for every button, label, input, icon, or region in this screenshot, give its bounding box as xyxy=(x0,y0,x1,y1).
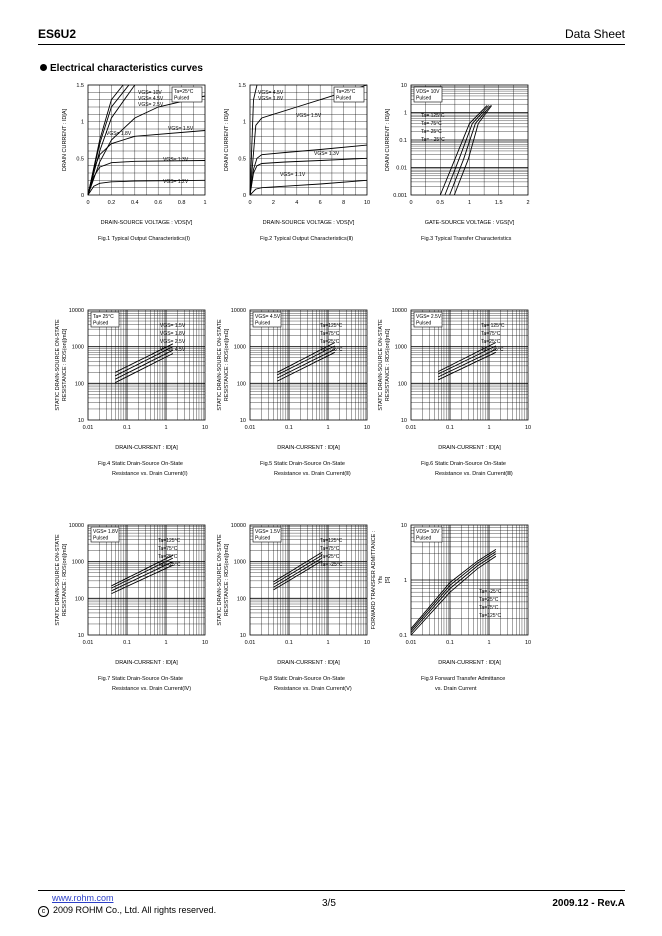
conditions-text: Pulsed xyxy=(255,535,271,542)
series-label-4: Ta= -25°C xyxy=(320,347,343,353)
y-tick-label: 0 xyxy=(242,193,246,199)
figure-caption: Resistance vs. Drain Current(Ⅲ) xyxy=(435,471,513,477)
x-tick-label: 0.1 xyxy=(285,425,293,431)
copyright xyxy=(38,905,216,917)
series-label-1: Ta= 125°C xyxy=(481,323,505,329)
y-axis-title: STATIC DRAIN-SOURCE ON-STATE xyxy=(55,534,61,626)
y-tick-label: 100 xyxy=(74,381,84,388)
figure-caption: vs. Drain Current xyxy=(435,686,477,692)
y-tick-label: 10000 xyxy=(230,308,246,314)
figure-caption: Fig.5 Static Drain-Source On-State xyxy=(260,461,345,467)
series-label-3: VGS= 1.5V xyxy=(296,113,322,119)
x-tick-label: 0.01 xyxy=(405,640,417,646)
series-label-2: Ta=75°C xyxy=(481,331,501,337)
series-label-2: Ta=75°C xyxy=(158,546,178,552)
x-axis-title: DRAIN-CURRENT : ID[A] xyxy=(277,660,340,666)
y-tick-label: 1000 xyxy=(233,344,246,351)
y-tick-label: 10 xyxy=(400,418,407,424)
x-tick-label: 1.5 xyxy=(494,200,503,206)
y-tick-label: 10 xyxy=(239,418,246,424)
figure-4 xyxy=(55,308,208,477)
y-axis-title: STATIC DRAIN-SOURCE ON-STATE xyxy=(217,319,223,411)
x-tick-label: 0.01 xyxy=(405,425,417,431)
conditions-text: VDS= 10V xyxy=(416,529,440,535)
figure-caption: Fig.1 Typical Output Characteristics(Ⅰ) xyxy=(98,236,190,242)
series-label-5: VGS= 1.1V xyxy=(280,172,306,178)
x-tick-label: 0 xyxy=(248,200,252,206)
x-tick-label: 2 xyxy=(271,200,275,206)
conditions-text: VDS= 10V xyxy=(416,89,440,95)
y-tick-label: 10000 xyxy=(230,523,246,529)
series-curve-1 xyxy=(274,552,323,582)
series-label-1: VGS= 10V xyxy=(138,90,162,96)
figure-7 xyxy=(55,523,208,692)
document-type: Data Sheet xyxy=(564,27,625,41)
x-tick-label: 0 xyxy=(86,200,90,206)
series-label-4: Ta=125°C xyxy=(479,613,502,619)
figure-9 xyxy=(371,523,531,692)
x-tick-label: 10 xyxy=(201,640,209,646)
y-tick-label: 10 xyxy=(239,633,246,639)
series-label-2: Ta=25°C xyxy=(479,597,499,603)
x-tick-label: 1 xyxy=(487,425,491,431)
page-number: 3/5 xyxy=(322,898,336,909)
series-label-3: Ta= 25°C xyxy=(421,129,442,135)
y-tick-label: 0.01 xyxy=(396,165,407,172)
series-label-2: Ta=75°C xyxy=(320,331,340,337)
figure-caption: Resistance vs. Drain Current(Ⅱ) xyxy=(274,471,351,477)
series-curve-4 xyxy=(411,556,496,635)
series-label-1: Ta=125°C xyxy=(158,538,181,544)
x-tick-label: 1 xyxy=(326,640,330,646)
y-tick-label: 0.1 xyxy=(399,138,407,144)
conditions-text: Ta=25°C xyxy=(174,89,194,95)
series-label-4: VGS= 1.8V xyxy=(106,131,132,137)
x-tick-label: 0.1 xyxy=(446,425,454,431)
y-tick-label: 1 xyxy=(80,119,84,126)
y-axis-title: DRAIN CURRENT : ID[A] xyxy=(224,108,230,172)
figure-caption: Fig.4 Static Drain-Source On-State xyxy=(98,461,183,467)
conditions-text: VGS= 1.8V xyxy=(93,529,119,535)
series-label-4: Ta= -25°C xyxy=(320,562,343,568)
rohm-website-link[interactable]: www.rohm.com xyxy=(52,893,114,903)
series-curve-1 xyxy=(440,106,487,196)
conditions-text: Pulsed xyxy=(416,320,432,327)
y-axis-title: STATIC DRAIN-SOURCE ON-STATE xyxy=(217,534,223,626)
conditions-text: Pulsed xyxy=(416,535,432,542)
y-axis-title: STATIC DRAIN-SOURCE ON-STATE xyxy=(55,319,61,411)
x-tick-label: 0.1 xyxy=(123,425,131,431)
series-label-1: Ta=125°C xyxy=(320,323,343,329)
conditions-text: VGS= 4.5V xyxy=(255,314,281,320)
series-label-7: VGS= 1.2V xyxy=(163,179,189,185)
x-axis-title: DRAIN-CURRENT : ID[A] xyxy=(115,660,178,666)
figure-caption: Fig.6 Static Drain-Source On-State xyxy=(421,461,506,467)
series-label-2: VGS= 1.8V xyxy=(258,96,284,102)
series-label-2: VGS= 1.8V xyxy=(160,331,186,337)
series-label-3: Ta=25°C xyxy=(158,554,178,560)
series-label-2: VGS= 4.5V xyxy=(138,96,164,102)
y-tick-label: 1000 xyxy=(71,344,84,351)
x-tick-label: 0.6 xyxy=(154,200,163,206)
series-label-1: VGS= 4.5V xyxy=(258,90,284,96)
y-tick-label: 0.5 xyxy=(76,156,84,163)
y-tick-label: 10 xyxy=(400,523,407,529)
copyright-icon: c xyxy=(38,906,49,917)
y-axis-title: Yfs xyxy=(378,576,384,584)
footer-rule xyxy=(38,890,625,891)
y-axis-title: [S] xyxy=(385,576,391,584)
y-axis-title: RESISTANCE : RDS(on)[mΩ] xyxy=(62,543,68,617)
x-tick-label: 0.01 xyxy=(244,425,256,431)
x-tick-label: 1 xyxy=(487,640,491,646)
x-axis-title: DRAIN-CURRENT : ID[A] xyxy=(115,445,178,451)
y-tick-label: 1000 xyxy=(233,559,246,566)
y-tick-label: 100 xyxy=(236,381,246,388)
y-axis-title: DRAIN CURRENT : ID[A] xyxy=(385,108,391,172)
y-tick-label: 100 xyxy=(397,381,407,388)
y-tick-label: 0 xyxy=(80,193,84,199)
series-curve-3 xyxy=(450,106,491,196)
revision: 2009.12 - Rev.A xyxy=(552,898,625,909)
x-axis-title: DRAIN-CURRENT : ID[A] xyxy=(438,445,501,451)
y-tick-label: 0.001 xyxy=(393,193,407,199)
figure-caption: Fig.3 Typical Transfer Characteristics xyxy=(421,236,512,242)
x-tick-label: 0.1 xyxy=(446,640,454,646)
x-tick-label: 0.01 xyxy=(244,640,256,646)
x-tick-label: 0.4 xyxy=(130,200,139,206)
x-tick-label: 0.01 xyxy=(82,425,94,431)
series-label-1: VGS= 1.5V xyxy=(160,323,186,329)
y-tick-label: 10 xyxy=(77,633,84,639)
y-tick-label: 1.5 xyxy=(238,83,246,89)
y-axis-title: FORWARD TRANSFER ADMITTANCE : xyxy=(371,530,377,630)
conditions-text: Pulsed xyxy=(336,95,352,102)
series-label-5: VGS= 1.5V xyxy=(168,126,194,132)
x-tick-label: 0.2 xyxy=(107,200,116,206)
series-label-4: VGS= 4.5V xyxy=(160,347,186,353)
conditions-text: VGS= 1.5V xyxy=(255,529,281,535)
series-curve-4 xyxy=(112,565,173,593)
figure-caption: Fig.7 Static Drain-Source On-State xyxy=(98,676,183,682)
series-label-2: Ta=75°C xyxy=(320,546,340,552)
figure-caption: Resistance vs. Drain Current(Ⅳ) xyxy=(112,686,192,692)
section-title: Electrical characteristics curves xyxy=(50,63,203,74)
series-label-3: Ta=25°C xyxy=(481,339,501,345)
x-tick-label: 0.01 xyxy=(82,640,94,646)
x-tick-label: 1 xyxy=(326,425,330,431)
y-axis-title: RESISTANCE : RDS(on)[mΩ] xyxy=(224,543,230,617)
part-number: ES6U2 xyxy=(38,27,77,41)
x-axis-title: GATE-SOURCE VOLTAGE : VGS[V] xyxy=(424,220,515,226)
x-axis-title: DRAIN-CURRENT : ID[A] xyxy=(438,660,501,666)
y-tick-label: 1 xyxy=(403,110,407,117)
y-axis-title: RESISTANCE : RDS(on)[mΩ] xyxy=(62,328,68,402)
conditions-text: Pulsed xyxy=(93,535,109,542)
x-tick-label: 1 xyxy=(203,200,207,206)
conditions-text: Ta=25°C xyxy=(336,89,356,95)
x-tick-label: 10 xyxy=(363,425,371,431)
x-tick-label: 10 xyxy=(524,425,532,431)
figure-2 xyxy=(224,83,370,242)
x-axis-title: DRAIN-CURRENT : ID[A] xyxy=(277,445,340,451)
y-tick-label: 1000 xyxy=(71,559,84,566)
y-tick-label: 1.5 xyxy=(76,83,84,89)
figure-caption: Fig.2 Typical Output Characteristics(Ⅱ) xyxy=(260,236,354,242)
figure-3 xyxy=(385,83,530,242)
x-tick-label: 6 xyxy=(318,200,322,206)
y-tick-label: 0.5 xyxy=(238,156,246,163)
x-tick-label: 10 xyxy=(524,640,532,646)
y-tick-label: 100 xyxy=(74,596,84,603)
x-tick-label: 10 xyxy=(363,200,371,206)
figure-caption: Fig.8 Static Drain-Source On-State xyxy=(260,676,345,682)
y-tick-label: 1 xyxy=(242,119,246,126)
series-label-1: Ta=125°C xyxy=(320,538,343,544)
y-tick-label: 10 xyxy=(400,83,407,89)
x-tick-label: 8 xyxy=(342,200,346,206)
y-tick-label: 1 xyxy=(403,578,407,584)
series-label-3: Ta=75°C xyxy=(479,605,499,611)
x-tick-label: 0 xyxy=(409,200,413,206)
y-tick-label: 0.1 xyxy=(399,633,407,639)
series-curve-4 xyxy=(454,106,491,196)
y-tick-label: 100 xyxy=(236,596,246,603)
series-label-4: Ta= -25°C xyxy=(481,347,504,353)
figure-caption: Fig.9 Forward Transfer Admittance xyxy=(421,676,506,682)
y-tick-label: 10000 xyxy=(68,523,84,529)
series-label-4: Ta= -25°C xyxy=(158,562,181,568)
series-label-3: VGS= 2.5V xyxy=(160,339,186,345)
x-tick-label: 0.1 xyxy=(123,640,131,646)
figure-5 xyxy=(217,308,370,477)
x-tick-label: 0.5 xyxy=(436,200,445,206)
series-label-2: Ta= 75°C xyxy=(421,121,442,127)
x-tick-label: 1 xyxy=(164,640,168,646)
figure-1 xyxy=(62,83,207,242)
x-tick-label: 1 xyxy=(164,425,168,431)
y-axis-title: RESISTANCE : RDS(on)[mΩ] xyxy=(385,328,391,402)
x-tick-label: 1 xyxy=(467,200,472,206)
series-label-1: Ta= -25°C xyxy=(479,589,502,595)
figure-6 xyxy=(378,308,531,477)
figure-caption: Resistance vs. Drain Current(Ⅴ) xyxy=(274,686,352,692)
y-tick-label: 10000 xyxy=(68,308,84,314)
conditions-text: Pulsed xyxy=(174,95,190,102)
figure-caption: Resistance vs. Drain Current(Ⅰ) xyxy=(112,471,188,477)
conditions-text: Pulsed xyxy=(416,95,432,102)
series-label-4: Ta= - 25°C xyxy=(421,137,445,143)
x-axis-title: DRAIN-SOURCE VOLTAGE : VDS[V] xyxy=(100,220,193,226)
series-label-6: VGS= 1.3V xyxy=(163,157,189,163)
y-axis-title: RESISTANCE : RDS(on)[mΩ] xyxy=(224,328,230,402)
conditions-text: Pulsed xyxy=(255,320,271,327)
x-tick-label: 0.8 xyxy=(177,200,186,206)
y-tick-label: 1000 xyxy=(394,344,407,351)
x-tick-label: 2 xyxy=(526,200,530,206)
x-tick-label: 10 xyxy=(201,425,209,431)
conditions-text: Pulsed xyxy=(93,320,109,327)
y-axis-title: DRAIN CURRENT : ID[A] xyxy=(62,108,68,172)
y-tick-label: 10 xyxy=(77,418,84,424)
x-tick-label: 10 xyxy=(363,640,371,646)
y-tick-label: 10000 xyxy=(391,308,407,314)
series-label-3: VGS= 2.5V xyxy=(138,102,164,108)
x-tick-label: 0.1 xyxy=(285,640,293,646)
conditions-text: Ta= 25°C xyxy=(93,314,114,320)
series-label-3: Ta=25°C xyxy=(320,554,340,560)
series-label-4: VGS= 1.3V xyxy=(314,151,340,157)
x-axis-title: DRAIN-SOURCE VOLTAGE : VDS[V] xyxy=(262,220,355,226)
x-tick-label: 4 xyxy=(295,200,299,206)
series-label-1: Ta= 125°C xyxy=(421,113,445,119)
conditions-text: VGS= 2.5V xyxy=(416,314,442,320)
figure-8 xyxy=(217,523,370,692)
series-label-3: Ta=25°C xyxy=(320,339,340,345)
y-axis-title: STATIC DRAIN-SOURCE ON-STATE xyxy=(378,319,384,411)
copyright-text: 2009 ROHM Co., Ltd. All rights reserved. xyxy=(53,905,217,915)
